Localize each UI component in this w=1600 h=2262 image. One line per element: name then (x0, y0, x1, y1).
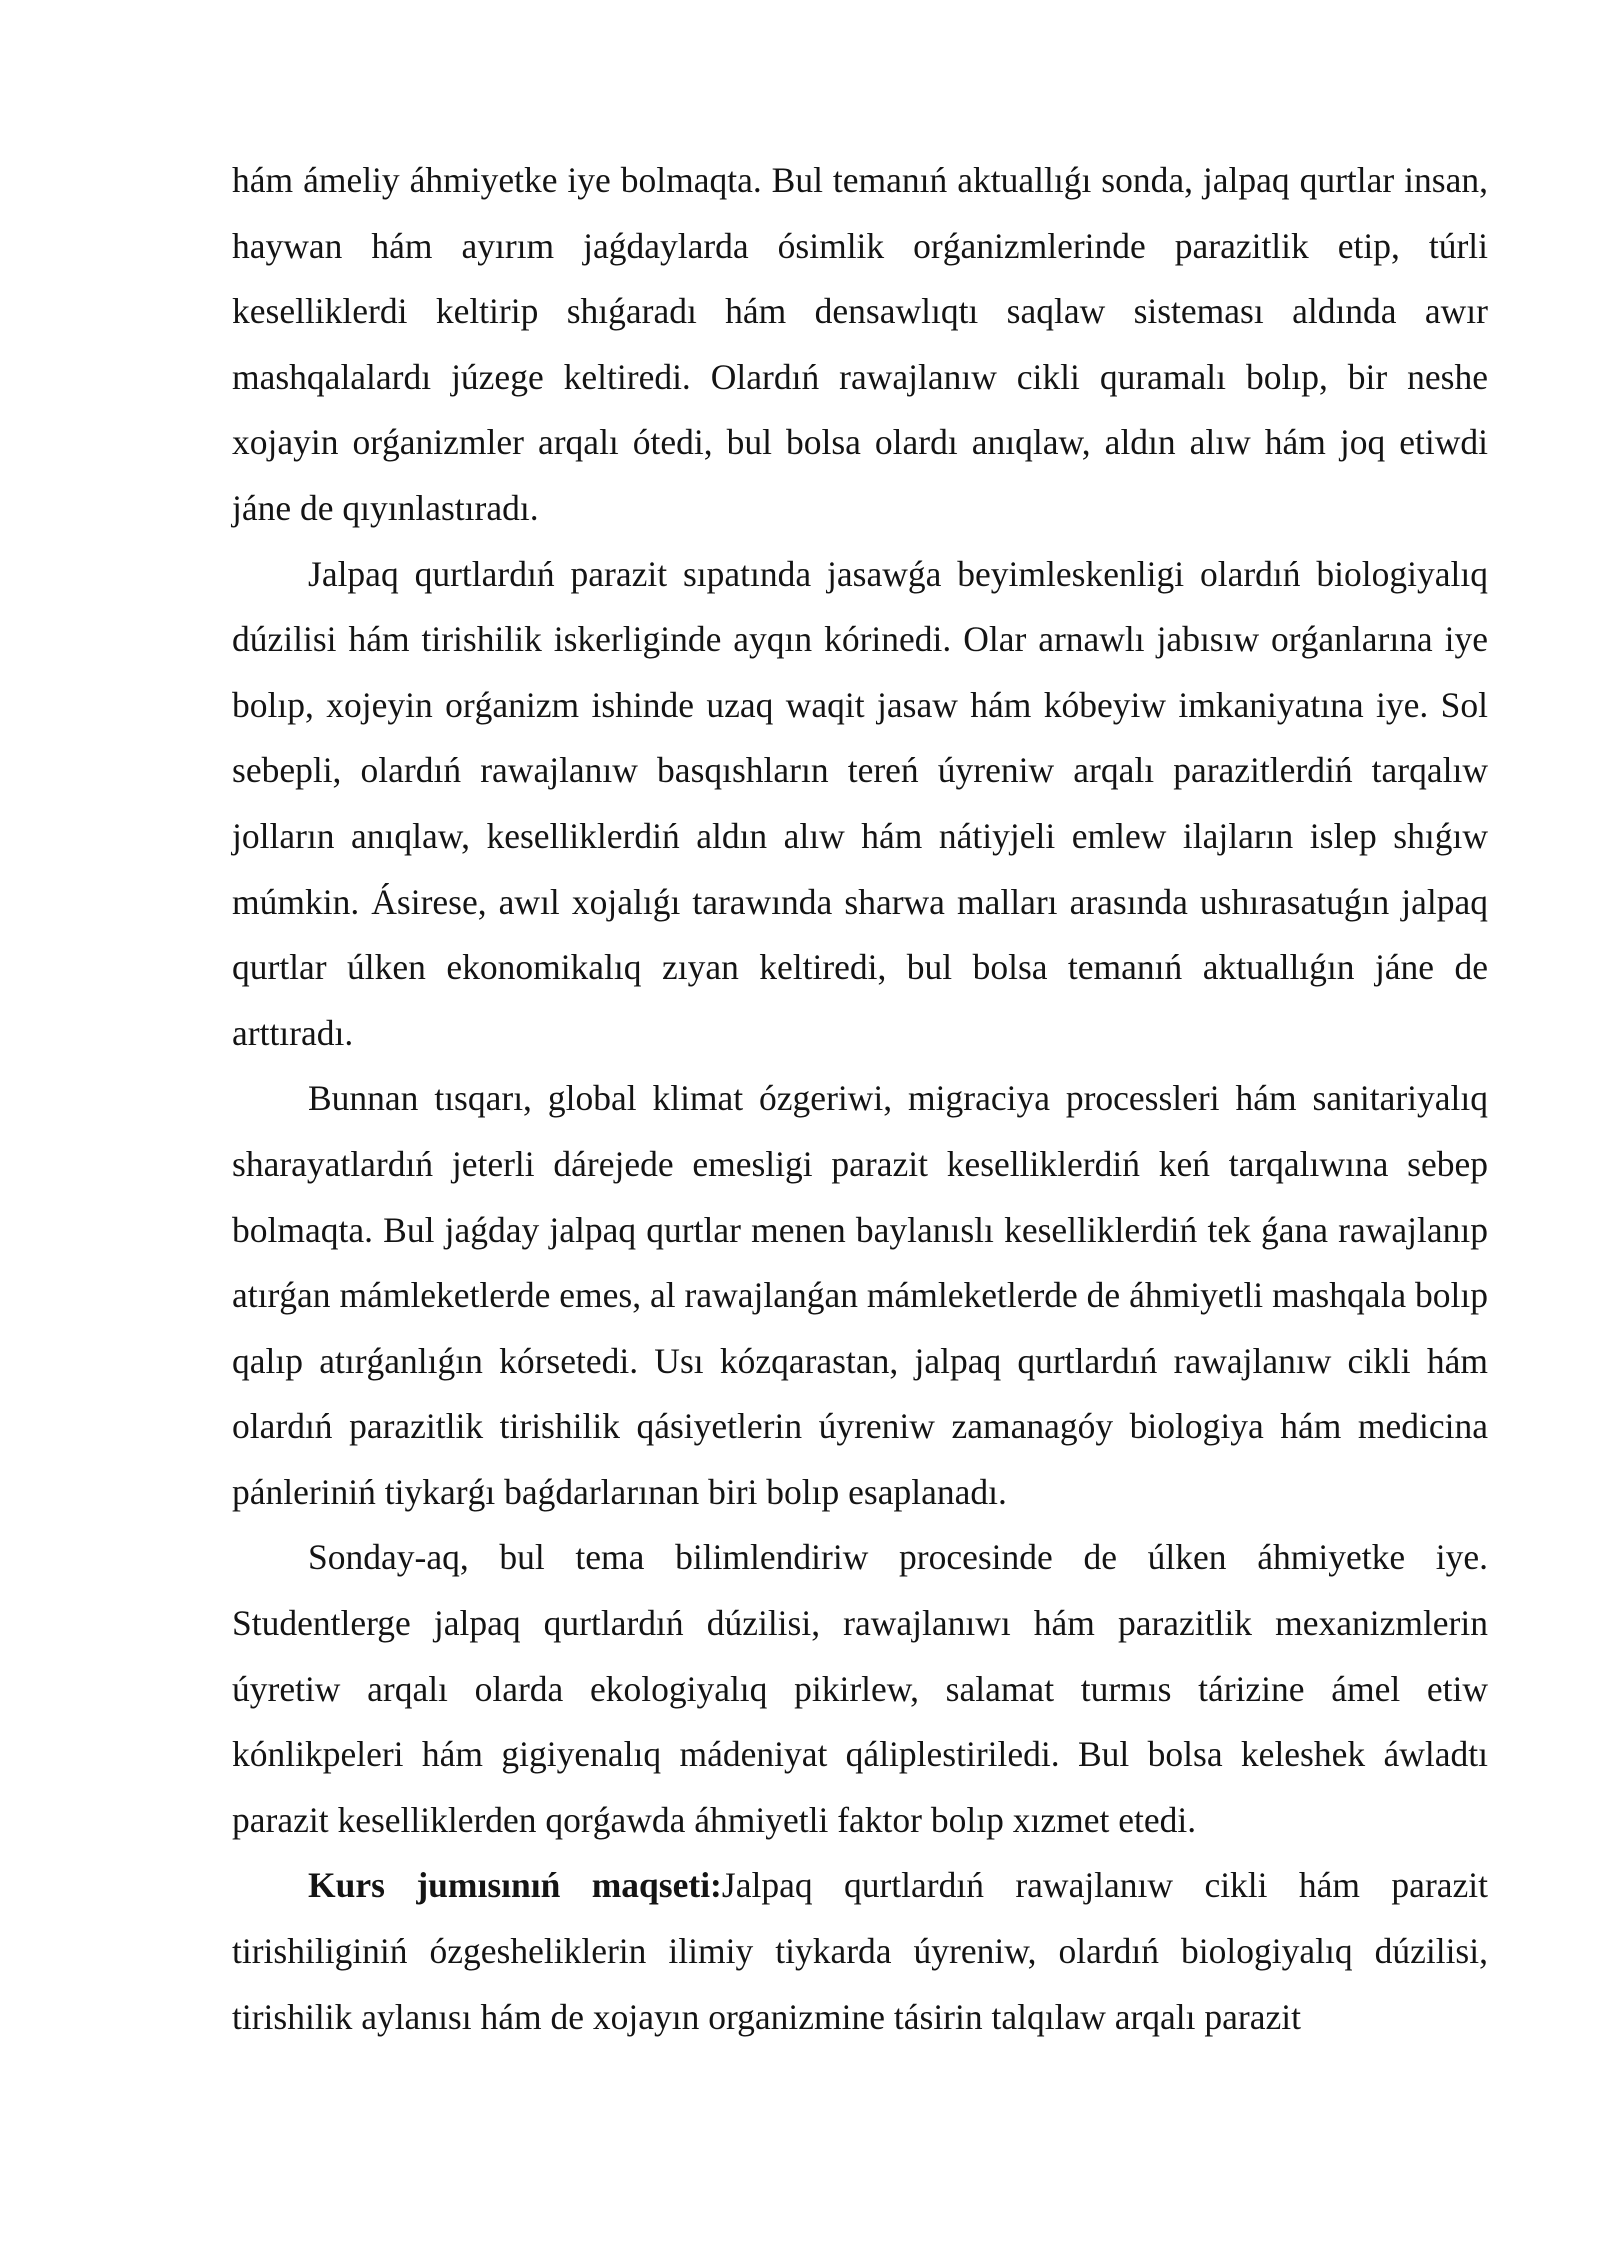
paragraph-5-lead: Kurs jumısınıń maqseti: (308, 1865, 722, 1906)
paragraph-5-text: Jalpaq qurtlardıń rawajlanıw cikli hám parazit tirishiliginiń ózgesheliklerin ilimiy tiykarda úyreniw, olardıń biologiyalıq dúzilisi, tirishilik aylanısı hám de xojayın organizmine tásirin talqılaw arqalı parazit (232, 1865, 1489, 2037)
paragraph-1: hám ámeliy áhmiyetke iye bolmaqta. Bul temanıń aktuallıǵı sonda, jalpaq qurtlar insan, haywan hám ayırım jaǵdaylarda ósimlik orǵanizmlerinde parazitlik etip, túrli keselliklerdi keltirip shıǵaradı hám densawlıqtı saqlaw sisteması aldında awır mashqalalardı júzege keltiredi. Olardıń rawajlanıw cikli quramalı bolıp, bir neshe xojayin orǵanizmler arqalı ótedi, bul bolsa olardı anıqlaw, aldın alıw hám joq etiwdi jáne de qıyınlastıradı. (232, 160, 1488, 528)
document-page (232, 148, 1488, 2050)
paragraph-4: Sonday-aq, bul tema bilimlendiriw procesinde de úlken áhmiyetke iye. Studentlerge jalpaq qurtlardıń dúzilisi, rawajlanıwı hám parazitlik mexanizmlerin úyretiw arqalı olarda ekologiyalıq pikirlew, salamat turmıs tárizine ámel etiw kónlikpeleri hám gigiyenalıq mádeniyat qáliplestiriledi. Bul bolsa keleshek áwladtı parazit keselliklerden qorǵawda áhmiyetli faktor bolıp xızmet etedi. (232, 1537, 1488, 1840)
paragraph-5 (232, 1853, 1488, 2050)
paragraph-2: Jalpaq qurtlardıń parazit sıpatında jasawǵa beyimleskenligi olardıń biologiyalıq dúzilisi hám tirishilik iskerliginde ayqın kórinedi. Olar arnawlı jabısıw orǵanlarına iye bolıp, xojeyin orǵanizm ishinde uzaq waqit jasaw hám kóbeyiw imkaniyatına iye. Sol sebepli, olardıń rawajlanıw basqıshların tereń úyreniw arqalı parazitlerdiń tarqalıw jolların anıqlaw, keselliklerdiń aldın alıw hám nátiyjeli emlew ilajların islep shıǵıw múmkin. Ásirese, awıl xojalıǵı tarawında sharwa malları arasında ushırasatuǵın jalpaq qurtlar úlken ekonomikalıq zıyan keltiredi, bul bolsa temanıń aktuallıǵın jáne de arttıradı. (232, 553, 1488, 1053)
paragraph-3: Bunnan tısqarı, global klimat ózgeriwi, migraciya processleri hám sanitariyalıq sharayatlardıń jeterli dárejede emesligi parazit keselliklerdiń keń tarqalıwına sebep bolmaqta. Bul jaǵday jalpaq qurtlar menen baylanıslı keselliklerdiń tek ǵana rawajlanıp atırǵan mámleketlerde emes, al rawajlanǵan mámleketlerde de áhmiyetli mashqala bolıp qalıp atırǵanlıǵın kórsetedi. Usı kózqarastan, jalpaq qurtlardıń rawajlanıw cikli hám olardıń parazitlik tirishilik qásiyetlerin úyreniw zamanagóy biologiya hám medicina pánleriniń tiykarǵı baǵdarlarınan biri bolıp esaplanadı. (232, 1078, 1488, 1512)
